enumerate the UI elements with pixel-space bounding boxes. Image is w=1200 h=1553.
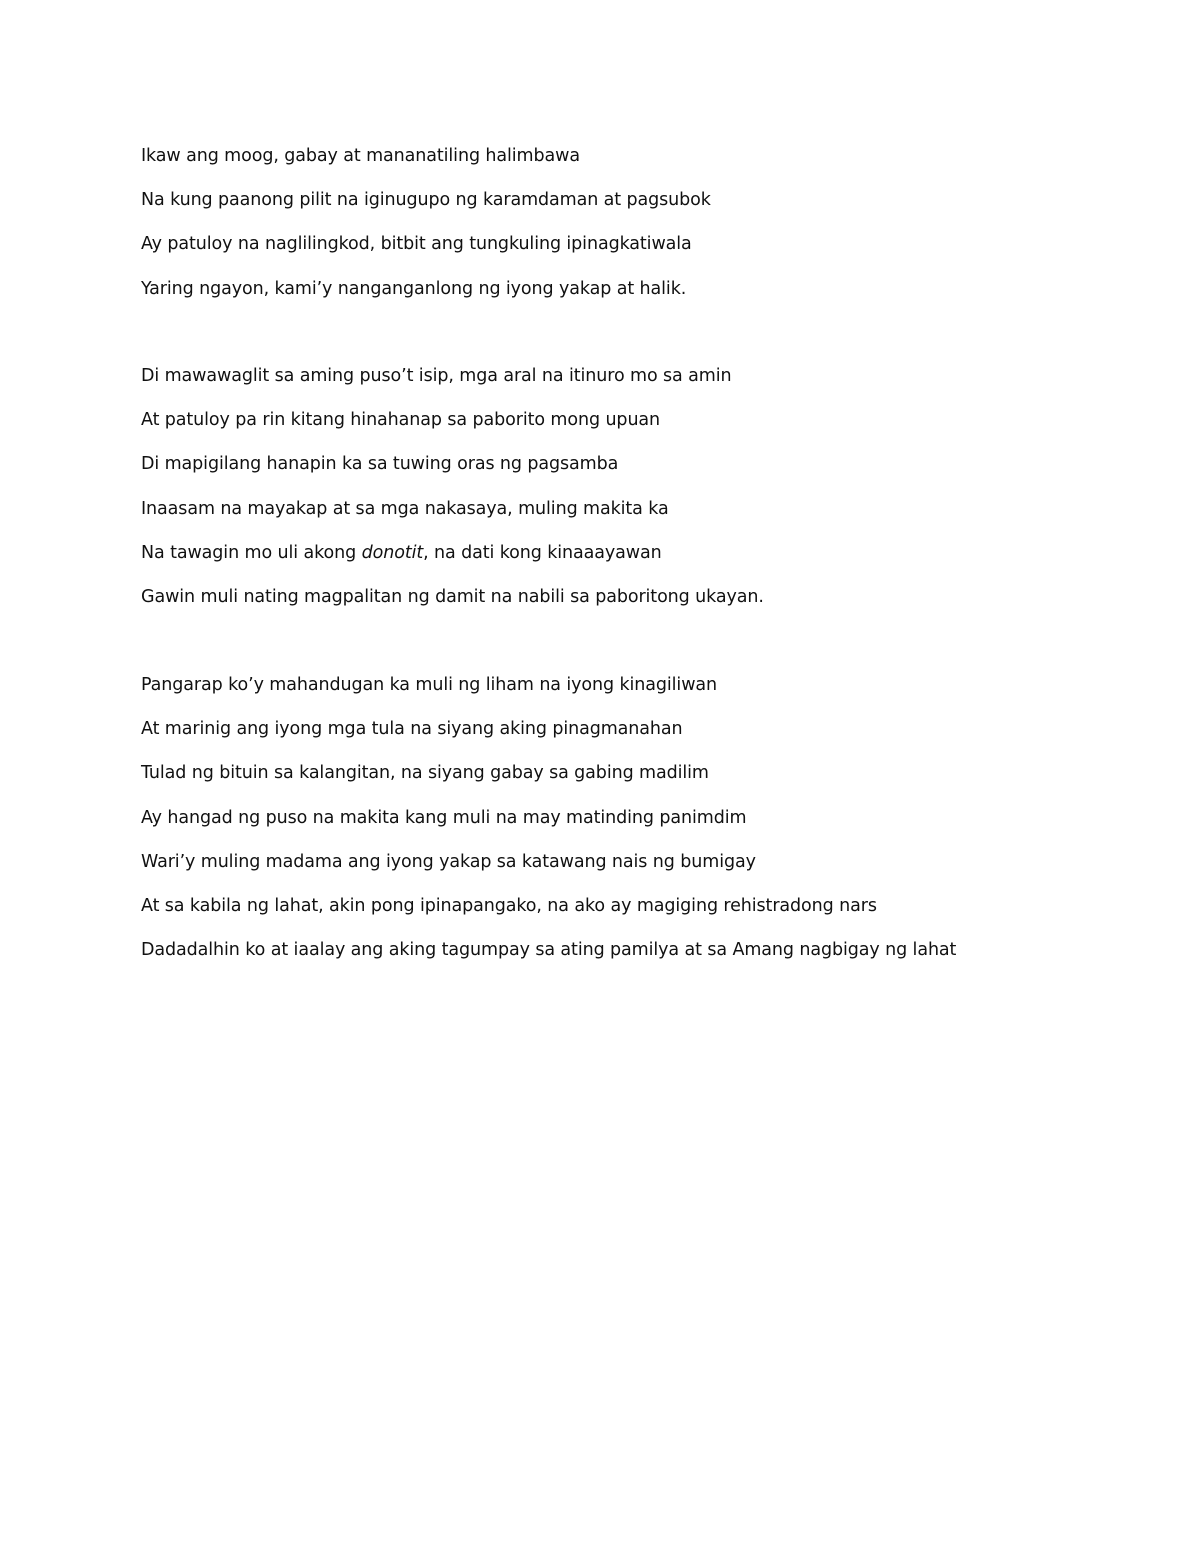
stanza-3	[141, 672, 1101, 981]
poem-line: At patuloy pa rin kitang hinahanap sa paborito mong upuan	[141, 410, 661, 431]
poem-line-with-italic	[141, 540, 1101, 584]
poem-line: Di mawawaglit sa aming puso’t isip, mga aral na itinuro mo sa amin	[141, 366, 732, 386]
stanza-1	[141, 143, 1101, 320]
poem-line: Gawin muli nating magpalitan ng damit na nabili sa paboritong ukayan.	[141, 586, 764, 607]
poem-line: At sa kabila ng lahat, akin pong ipinapangako, na ako ay magiging rehistradong nars	[141, 895, 877, 916]
poem-line: Ikaw ang moog, gabay at mananatiling halimbawa	[141, 146, 580, 166]
poem-line: Di mapigilang hanapin ka sa tuwing oras ng pagsamba	[141, 454, 619, 475]
stanza-2	[141, 363, 1101, 628]
poem-line: Dadadalhin ko at iaalay ang aking tagumpay sa ating pamilya at sa Amang nagbigay ng lahat	[141, 940, 957, 961]
poem-line: Ay hangad ng puso na makita kang muli na may matinding panimdim	[141, 807, 747, 828]
poem-line: At marinig ang iyong mga tula na siyang aking pinagmanahan	[141, 719, 683, 740]
poem-line-text-after: , na dati kong kinaaayawan	[423, 542, 662, 563]
poem-line: Ay patuloy na naglilingkod, bitbit ang tungkuling ipinagkatiwala	[141, 234, 692, 255]
poem-line: Pangarap ko’y mahandugan ka muli ng liham na iyong kinagiliwan	[141, 675, 718, 695]
poem-line-text-before: Na tawagin mo uli akong	[141, 542, 362, 563]
poem-line: Inaasam na mayakap at sa mga nakasaya, muling makita ka	[141, 498, 669, 519]
poem-line: Yaring ngayon, kami’y nanganganlong ng iyong yakap at halik.	[141, 278, 687, 299]
poem-line: Wari’y muling madama ang iyong yakap sa katawang nais ng bumigay	[141, 851, 756, 872]
poem-line: Tulad ng bituin sa kalangitan, na siyang gabay sa gabing madilim	[141, 763, 709, 784]
poem-line: Na kung paanong pilit na iginugupo ng karamdaman at pagsubok	[141, 190, 711, 211]
poem-line-italic-word: donotit	[361, 542, 424, 563]
